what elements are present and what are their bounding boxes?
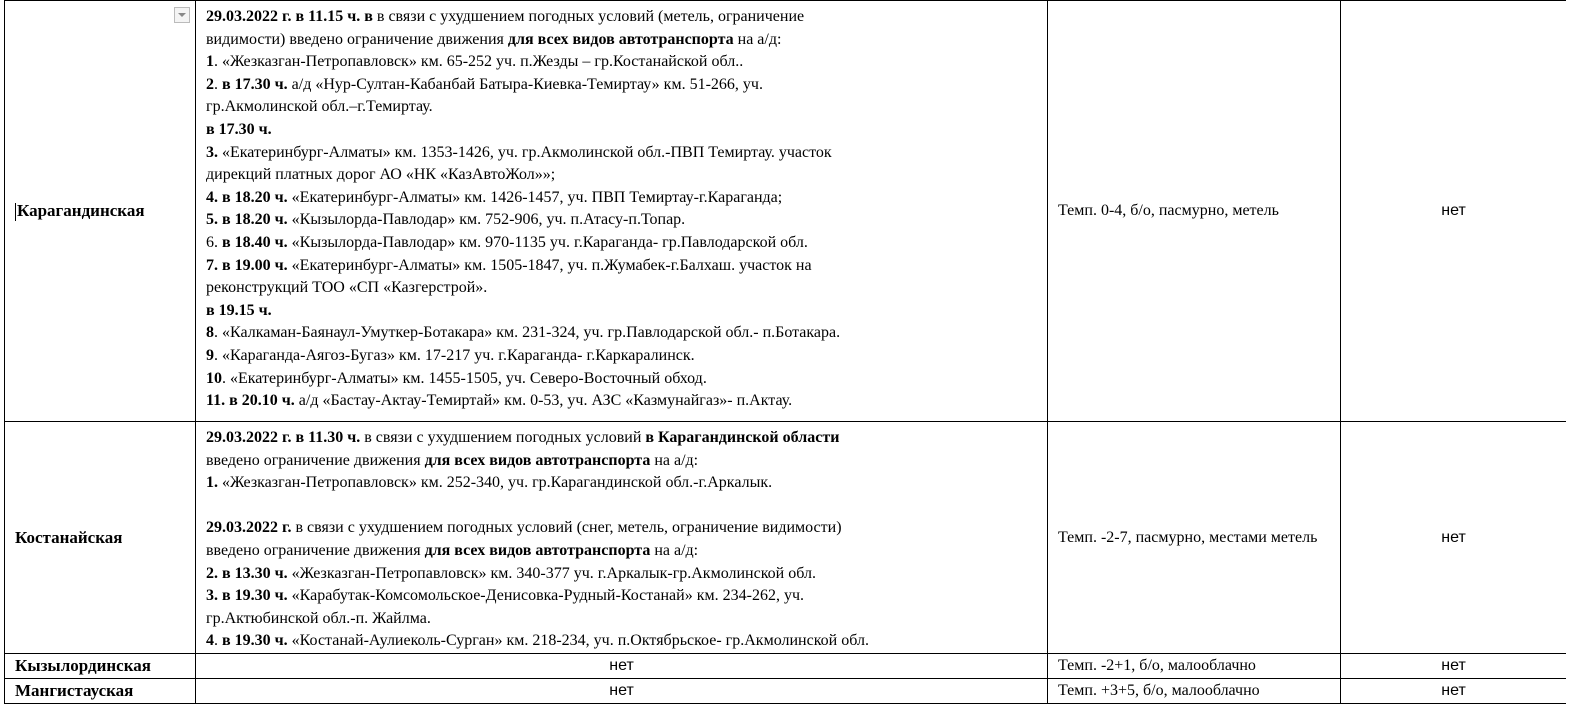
restriction-line [206, 255, 1037, 278]
text-segment: . «Жезказган-Петропавловск» км. 65-252 уч. п.Жезды – гр.Костанайской обл.. [214, 53, 744, 71]
bold-segment: 29.03.2022 г. в 11.15 ч. в [206, 8, 373, 25]
table-row [5, 1, 1567, 422]
bold-segment: 3. [206, 143, 218, 161]
text-segment: а/д «Нур-Султан-Кабанбай Батыра-Киевка-Темиртау» км. 51-266, уч. [287, 75, 763, 93]
restriction-line [206, 142, 1037, 165]
blank-line [206, 495, 1037, 518]
restriction-line [206, 119, 1037, 142]
weather-cell[interactable] [1048, 654, 1341, 679]
bold-segment: 1. [206, 474, 218, 492]
table-row [5, 422, 1567, 654]
status-cell[interactable] [1341, 654, 1567, 679]
bold-segment: для всех видов автотранспорта [424, 451, 651, 469]
text-segment: гр.Акмолинской обл.–г.Темиртау. [206, 98, 433, 116]
weather-cell[interactable] [1048, 679, 1341, 704]
restriction-line [206, 6, 1037, 29]
restriction-line [206, 368, 1037, 391]
status-text: нет [1441, 528, 1466, 546]
bold-segment: 2. в 13.30 ч. [206, 564, 288, 582]
text-segment: дирекций платных дорог АО «НК «КазАвтоЖол»»; [206, 166, 556, 184]
restriction-line [206, 232, 1037, 255]
text-segment: 6. [206, 233, 222, 251]
weather-cell[interactable] [1048, 422, 1341, 654]
text-segment: на а/д: [733, 30, 782, 48]
bold-segment: 3. в 19.30 ч. [206, 587, 288, 605]
weather-text: Темп. +3+5, б/о, малооблачно [1058, 682, 1260, 699]
restriction-text: нет [609, 682, 634, 699]
text-segment: видимости) введено ограничение движения [206, 30, 508, 48]
bold-segment: в Карагандинской области [645, 429, 840, 446]
restriction-line [206, 563, 1037, 586]
text-segment: «Карабутак-Комсомольское-Денисовка-Рудный-Костанай» км. 234-262, уч. [287, 587, 804, 605]
restriction-cell[interactable] [196, 1, 1048, 422]
region-cell[interactable] [5, 422, 196, 654]
restriction-line [206, 187, 1037, 210]
restriction-line [206, 164, 1037, 187]
status-text: нет [1441, 682, 1466, 699]
restriction-line [206, 390, 1037, 413]
bold-segment: 29.03.2022 г. [206, 519, 292, 537]
text-segment: . «Калкаман-Баянаул-Умуткер-Ботакара» км. 231-324, уч. гр.Павлодарской обл.- п.Ботакара. [214, 324, 841, 342]
status-cell[interactable] [1341, 1, 1567, 422]
restriction-line [206, 517, 1037, 540]
restriction-line [206, 209, 1037, 232]
text-segment: в связи с ухудшением погодных условий [360, 429, 646, 446]
table-row [5, 654, 1567, 679]
restriction-line [206, 29, 1037, 52]
bold-segment: 7. в 19.00 ч. [206, 256, 288, 274]
restriction-cell[interactable] [196, 654, 1048, 679]
region-name: Костанайская [15, 527, 123, 547]
restriction-text: нет [609, 657, 634, 674]
restriction-line [206, 427, 1037, 450]
text-segment: «Екатеринбург-Алматы» км. 1505-1847, уч. п.Жумабек-г.Балхаш. участок на [287, 256, 812, 274]
restriction-line [206, 472, 1037, 495]
text-segment: реконструкций ТОО «СП «Казгерстрой». [206, 279, 488, 297]
bold-segment: 2 [206, 75, 214, 93]
bold-segment: в 19.30 ч. [222, 632, 288, 650]
table-row [5, 679, 1567, 704]
page-edge [1566, 0, 1590, 713]
text-segment: в связи с ухудшением погодных условий (метель, ограничение [372, 8, 805, 25]
text-segment: «Жезказган-Петропавловск» км. 340-377 уч. г.Аркалык-гр.Акмолинской обл. [287, 564, 816, 582]
text-segment: . «Караганда-Аягоз-Бугаз» км. 17-217 уч. г.Караганда- г.Каркаралинск. [214, 346, 695, 364]
text-segment: в связи с ухудшением погодных условий (снег, метель, ограничение видимости) [291, 519, 842, 537]
bold-segment: в 19.15 ч. [206, 301, 272, 319]
weather-text: Темп. 0-4, б/о, пасмурно, метель [1058, 202, 1279, 219]
dropdown-arrow-icon[interactable] [174, 7, 190, 23]
text-segment: «Кызылорда-Павлодар» км. 752-906, уч. п.Атасу-п.Топар. [287, 211, 686, 229]
region-cell[interactable] [5, 1, 196, 422]
restriction-line [206, 96, 1037, 119]
status-text: нет [1441, 657, 1466, 674]
text-segment: гр.Актюбинской обл.-п. Жайлма. [206, 609, 431, 627]
text-segment: . «Екатеринбург-Алматы» км. 1455-1505, уч. Северо-Восточный обход. [222, 369, 707, 387]
region-cell[interactable] [5, 654, 196, 679]
text-segment: «Жезказган-Петропавловск» км. 252-340, уч. гр.Карагандинской обл.-г.Аркалык. [218, 474, 773, 492]
restriction-cell[interactable] [196, 679, 1048, 704]
restriction-cell[interactable] [196, 422, 1048, 654]
bold-segment: 29.03.2022 г. в 11.30 ч. [206, 429, 361, 446]
bold-segment: в 18.40 ч. [222, 233, 288, 251]
bold-segment: для всех видов автотранспорта [424, 541, 651, 559]
weather-text: Темп. -2+1, б/о, малооблачно [1058, 657, 1256, 674]
restriction-line [206, 277, 1037, 300]
restriction-line [206, 608, 1037, 631]
text-segment: «Кызылорда-Павлодар» км. 970-1135 уч. г.Караганда- гр.Павлодарской обл. [287, 233, 808, 251]
weather-cell[interactable] [1048, 1, 1341, 422]
bold-segment: 1 [206, 53, 214, 71]
text-segment: на а/д: [650, 451, 699, 469]
region-name: Кызылординская [15, 656, 151, 675]
text-segment: «Екатеринбург-Алматы» км. 1426-1457, уч. ПВП Темиртау-г.Караганда; [287, 188, 783, 206]
restriction-line [206, 630, 1037, 653]
restriction-line [206, 585, 1037, 608]
text-segment: а/д «Бастау-Актау-Темиртай» км. 0-53, уч. АЗС «Казмунайгаз»- п.Актау. [294, 392, 793, 410]
restriction-line [206, 51, 1037, 74]
restriction-line [206, 74, 1037, 97]
restriction-line [206, 300, 1037, 323]
bold-segment: 9 [206, 346, 214, 364]
text-segment: . [214, 632, 222, 650]
region-name: Мангистауская [15, 681, 134, 700]
bold-segment: 5. в 18.20 ч. [206, 211, 288, 229]
restriction-line [206, 322, 1037, 345]
text-segment: «Екатеринбург-Алматы» км. 1353-1426, уч. гр.Акмолинской обл.-ПВП Темиртау. участок [218, 143, 832, 161]
bold-segment: в 17.30 ч. [206, 120, 272, 138]
text-segment: на а/д: [650, 541, 699, 559]
bold-segment: 4. в 18.20 ч. [206, 188, 288, 206]
bold-segment: 11. в 20.10 ч. [206, 392, 295, 410]
bold-segment: для всех видов автотранспорта [507, 30, 734, 48]
text-segment: «Костанай-Аулиеколь-Сурган» км. 218-234, уч. п.Октябрьское- гр.Акмолинской обл. [287, 632, 869, 650]
restriction-line [206, 450, 1037, 473]
weather-text: Темп. -2-7, пасмурно, местами метель [1058, 528, 1318, 546]
bold-segment: 4 [206, 632, 214, 650]
status-text: нет [1441, 202, 1466, 219]
road-conditions-table [4, 0, 1567, 704]
bold-segment: 8 [206, 324, 214, 342]
text-segment: . [214, 75, 222, 93]
text-segment: введено ограничение движения [206, 451, 425, 469]
region-cell[interactable] [5, 679, 196, 704]
text-segment: введено ограничение движения [206, 541, 425, 559]
bold-segment: 10 [206, 369, 222, 387]
region-name: Карагандинская [17, 200, 145, 220]
text-cursor [15, 203, 16, 221]
bold-segment: в 17.30 ч. [222, 75, 288, 93]
restriction-line [206, 345, 1037, 368]
status-cell[interactable] [1341, 679, 1567, 704]
restriction-line [206, 540, 1037, 563]
status-cell[interactable] [1341, 422, 1567, 654]
